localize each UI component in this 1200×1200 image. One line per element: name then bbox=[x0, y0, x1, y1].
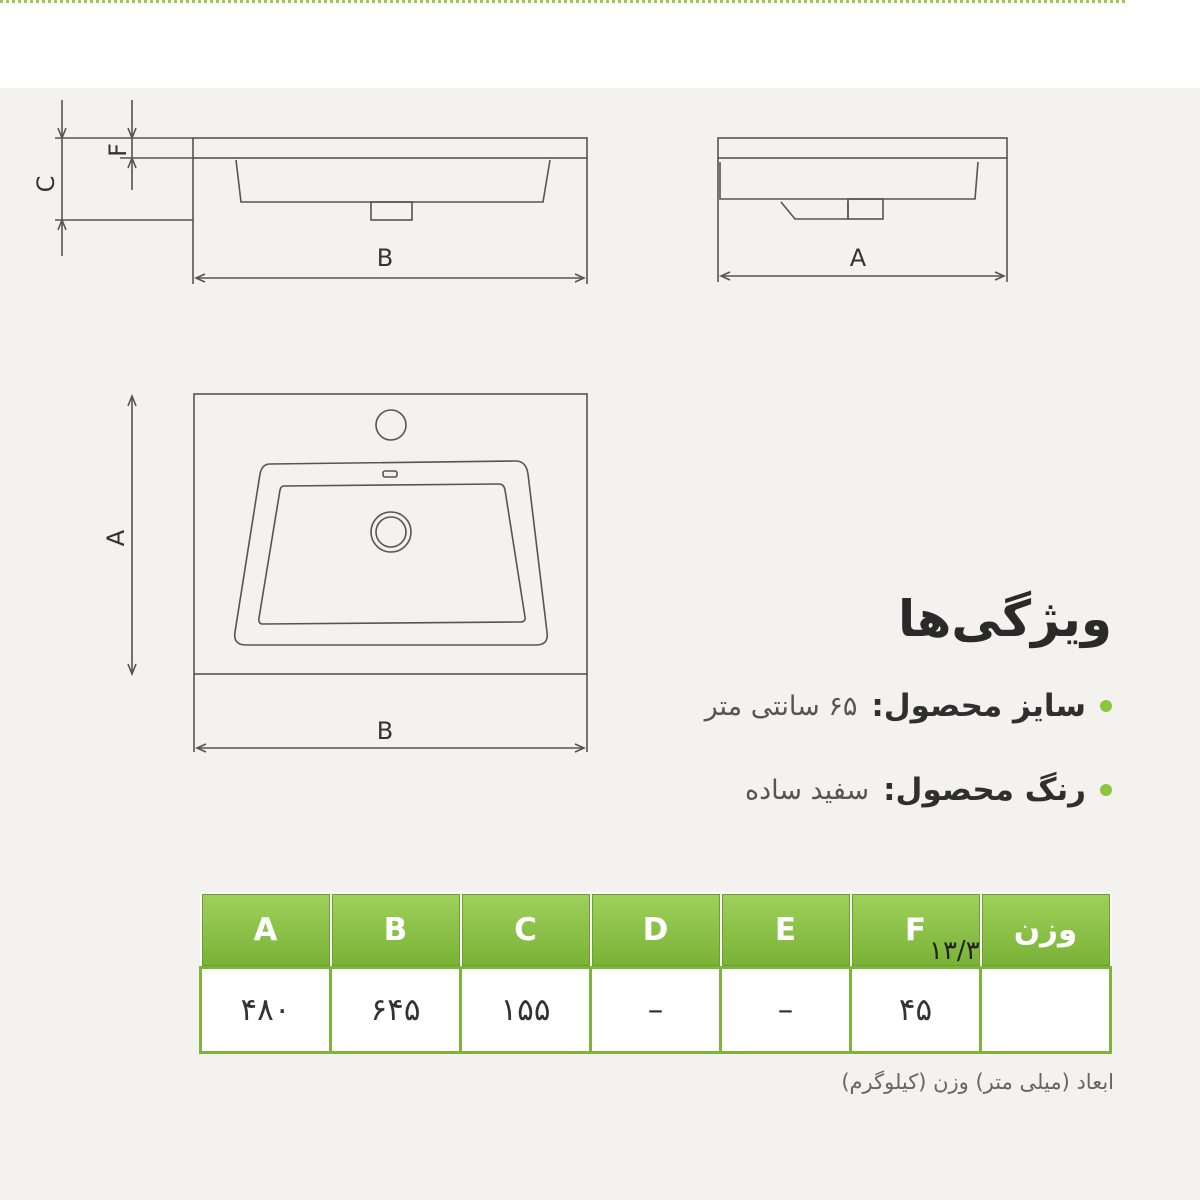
value-b: ۶۴۵ bbox=[331, 968, 461, 1053]
label-c: C bbox=[32, 175, 60, 193]
header-a: A bbox=[201, 893, 331, 968]
value-a: ۴۸۰ bbox=[201, 968, 331, 1053]
dimension-table bbox=[199, 892, 1112, 1054]
feature-color-label: رنگ محصول: bbox=[883, 772, 1086, 808]
table-row bbox=[201, 968, 1111, 1053]
feature-size bbox=[705, 686, 1112, 726]
header-b: B bbox=[331, 893, 461, 968]
feature-color bbox=[745, 770, 1112, 810]
header-c: C bbox=[461, 893, 591, 968]
bullet-dot bbox=[1100, 784, 1112, 796]
feature-color-value: سفید ساده bbox=[744, 774, 870, 806]
header-weight: وزن bbox=[981, 893, 1111, 968]
label-f: F bbox=[104, 143, 132, 157]
c-f-dimension bbox=[55, 100, 193, 256]
label-b-top: B bbox=[376, 717, 394, 745]
value-f: ۴۵ bbox=[851, 968, 981, 1053]
weight-value: ۱۳/۳ bbox=[929, 936, 980, 966]
feature-size-value: ۶۵ سانتی متر bbox=[704, 690, 858, 722]
feature-size-label: سایز محصول: bbox=[871, 688, 1086, 724]
value-weight-cell bbox=[981, 968, 1111, 1053]
value-c: ۱۵۵ bbox=[461, 968, 591, 1053]
label-a-side: A bbox=[849, 244, 867, 272]
value-d: – bbox=[591, 968, 721, 1053]
label-a-top: A bbox=[102, 529, 130, 547]
top-view bbox=[128, 394, 587, 752]
features-title: ویژگی‌ها bbox=[897, 590, 1112, 648]
header-e: E bbox=[721, 893, 851, 968]
bullet-dot bbox=[1100, 700, 1112, 712]
units-footnote: ابعاد (میلی متر) وزن (کیلوگرم) bbox=[841, 1070, 1114, 1094]
header-d: D bbox=[591, 893, 721, 968]
header-f: F bbox=[851, 893, 981, 968]
value-e: – bbox=[721, 968, 851, 1053]
label-b-side: B bbox=[376, 244, 394, 272]
